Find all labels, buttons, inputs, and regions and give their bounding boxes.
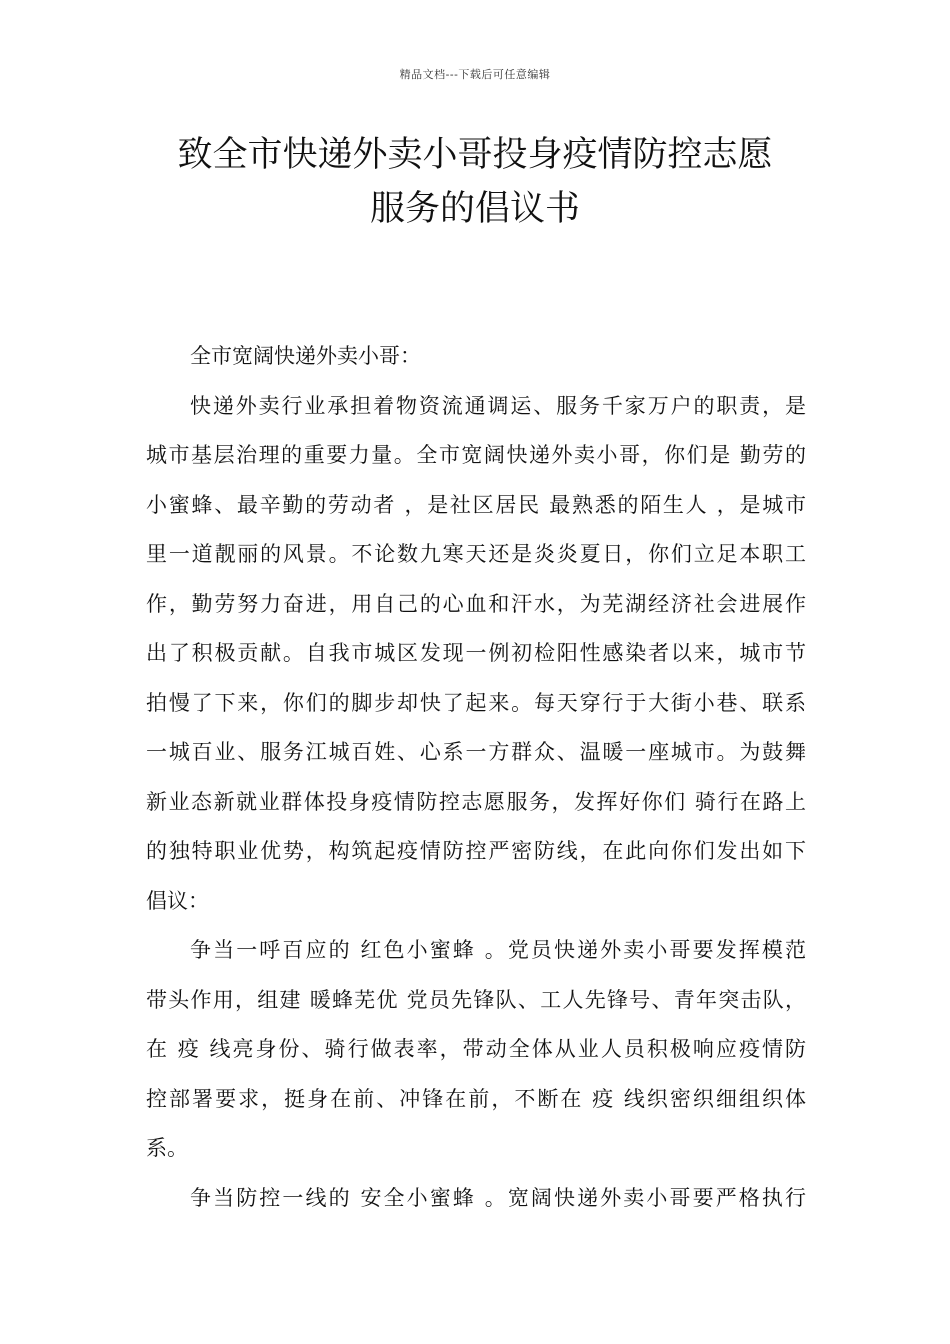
paragraph-2-line: 带头作用，组建 暖蜂芜优 党员先锋队、工人先锋号、青年突击队， [146, 987, 806, 1012]
paragraph-1-line: 拍慢了下来，你们的脚步却快了起来。每天穿行于大街小巷、联系 [146, 690, 806, 715]
header-note: 精品文档---下载后可任意编辑 [399, 68, 551, 81]
paragraph-1-line: 一城百业、服务江城百姓、心系一方群众、温暖一座城市。为鼓舞 [146, 740, 806, 764]
paragraph-1-line: 里一道靓丽的风景。不论数九寒天还是炎炎夏日，你们立足本职工 [146, 542, 806, 566]
paragraph-1-line: 新业态新就业群体投身疫情防控志愿服务，发挥好你们 骑行在路上 [146, 789, 806, 814]
paragraph-2-line: 系。 [146, 1136, 188, 1160]
paragraph-2-line: 争当一呼百应的 红色小蜜蜂 。党员快递外卖小哥要发挥模范 [190, 938, 806, 962]
document-title [0, 128, 950, 236]
paragraph-1-line: 小蜜蜂、最辛勤的劳动者 ，是社区居民 最熟悉的陌生人 ，是城市 [146, 492, 806, 517]
paragraph-2-line: 控部署要求，挺身在前、冲锋在前，不断在 疫 线织密织细组织体 [146, 1086, 806, 1111]
salutation: 全市宽阔快递外卖小哥： [190, 344, 421, 368]
paragraph-1-line: 出了积极贡献。自我市城区发现一例初检阳性感染者以来，城市节 [146, 641, 806, 665]
paragraph-1-line: 倡议： [146, 888, 209, 913]
paragraph-2-line: 在 疫 线亮身份、骑行做表率，带动全体从业人员积极响应疫情防 [146, 1037, 806, 1061]
paragraph-1-line: 的独特职业优势，构筑起疫情防控严密防线，在此向你们发出如下 [146, 839, 806, 863]
paragraph-1-line: 城市基层治理的重要力量。全市宽阔快递外卖小哥，你们是 勤劳的 [146, 443, 806, 467]
title-line-1: 致全市快递外卖小哥投身疫情防控志愿 [177, 135, 773, 175]
paragraph-3-line: 争当防控一线的 安全小蜜蜂 。宽阔快递外卖小哥要严格执行 [190, 1185, 806, 1210]
title-line-2: 服务的倡议书 [369, 189, 580, 229]
paragraph-1-line: 作，勤劳努力奋进，用自己的心血和汗水，为芜湖经济社会进展作 [146, 591, 806, 616]
paragraph-1-line: 快递外卖行业承担着物资流通调运、服务千家万户的职责，是 [190, 393, 806, 418]
document-body [146, 332, 806, 1223]
